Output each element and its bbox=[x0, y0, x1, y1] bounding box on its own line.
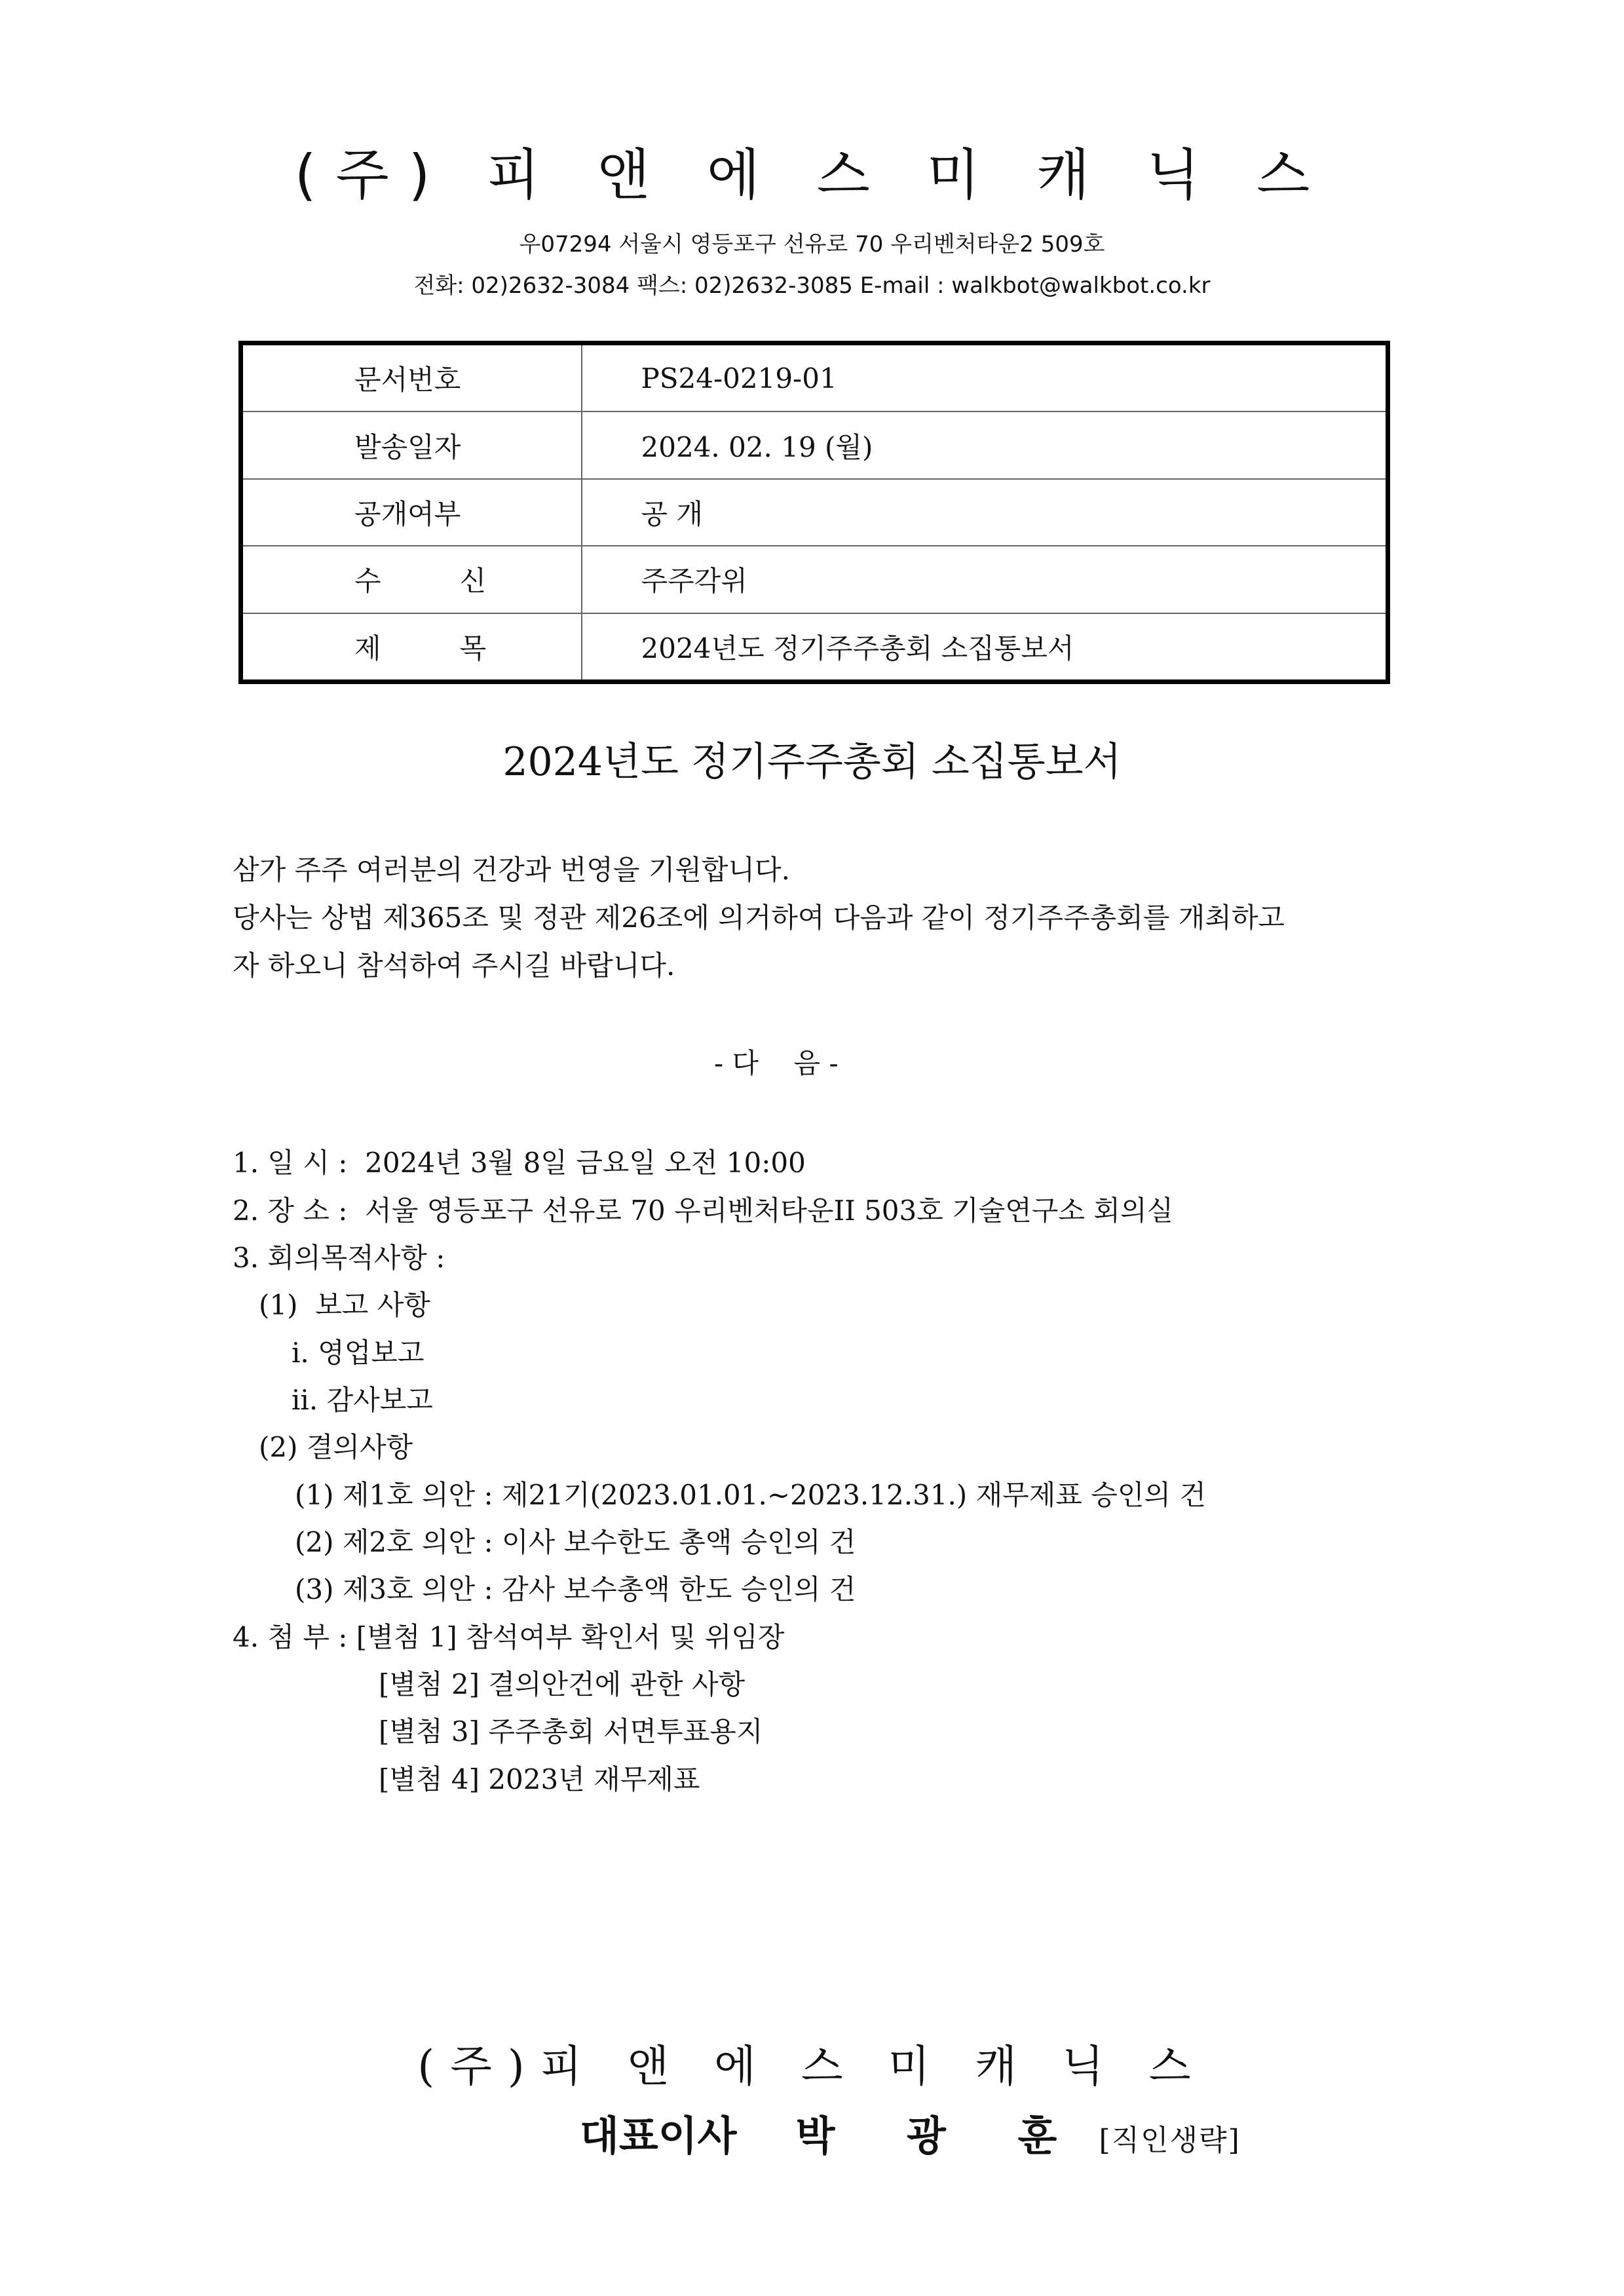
table-row bbox=[241, 343, 1388, 412]
seal-omitted-note: [직인생략] bbox=[1099, 2124, 1241, 2157]
agenda-item-location: 2. 장 소 : 서울 영등포구 선유로 70 우리벤처타운II 503호 기술연구소 회의실 bbox=[233, 1195, 1174, 1227]
doc-number-value: PS24-0219-01 bbox=[582, 343, 1388, 412]
attachment-item: [별첨 4] 2023년 재무제표 bbox=[379, 1763, 700, 1795]
table-row bbox=[241, 613, 1388, 682]
table-row bbox=[241, 411, 1388, 478]
table-row bbox=[241, 479, 1388, 546]
report-item: ii. 감사보고 bbox=[292, 1384, 433, 1416]
document-info-table bbox=[238, 341, 1390, 684]
table-row bbox=[241, 546, 1388, 613]
report-item: i. 영업보고 bbox=[292, 1337, 425, 1369]
intro-line: 자 하오니 참석하여 주시길 바랍니다. bbox=[233, 949, 675, 982]
send-date-label: 발송일자 bbox=[241, 411, 582, 478]
company-header: (주) 피 앤 에 스 미 캐 닉 스 bbox=[294, 143, 1330, 207]
resolution-items-heading: (2) 결의사항 bbox=[259, 1431, 413, 1463]
intro-line: 당사는 상법 제365조 및 정관 제26조에 의거하여 다음과 같이 정기주주총회를 개최하고 bbox=[233, 902, 1285, 934]
report-items-heading: (1) 보고 사항 bbox=[259, 1289, 430, 1321]
company-address: 우07294 서울시 영등포구 선유로 70 우리벤처타운2 509호 bbox=[519, 231, 1105, 258]
ceo-name: 박 광 훈 bbox=[795, 2112, 1086, 2160]
resolution-item: (1) 제1호 의안 : 제21기(2023.01.01.~2023.12.31.) 재무제표 승인의 건 bbox=[295, 1479, 1206, 1511]
intro-line: 삼가 주주 여러분의 건강과 번영을 기원합니다. bbox=[233, 854, 790, 886]
subject-label: 제목 bbox=[241, 613, 582, 682]
doc-number-label: 문서번호 bbox=[241, 343, 582, 412]
recipient-value: 주주각위 bbox=[582, 546, 1388, 613]
disclosure-value: 공 개 bbox=[582, 479, 1388, 546]
agenda-item-purpose: 3. 회의목적사항 : bbox=[233, 1242, 445, 1274]
resolution-item: (2) 제2호 의안 : 이사 보수한도 총액 승인의 건 bbox=[295, 1526, 856, 1558]
subject-value: 2024년도 정기주주총회 소집통보서 bbox=[582, 613, 1388, 682]
agenda-item-datetime: 1. 일 시 : 2024년 3월 8일 금요일 오전 10:00 bbox=[233, 1147, 806, 1179]
recipient-label: 수신 bbox=[241, 546, 582, 613]
send-date-value: 2024. 02. 19 (월) bbox=[582, 411, 1388, 478]
ceo-signature-line bbox=[580, 2103, 1241, 2162]
attachment-item: [별첨 3] 주주총회 서면투표용지 bbox=[379, 1715, 763, 1748]
separator-heading: - 다 음 - bbox=[714, 1047, 839, 1079]
footer-company-name: (주)피 앤 에 스 미 캐 닉 스 bbox=[417, 2041, 1207, 2092]
document-title: 2024년도 정기주주총회 소집통보서 bbox=[502, 739, 1122, 785]
resolution-item: (3) 제3호 의안 : 감사 보수총액 한도 승인의 건 bbox=[295, 1573, 856, 1605]
ceo-title: 대표이사 bbox=[580, 2112, 737, 2160]
attachment-item: 4. 첨 부 : [별첨 1] 참석여부 확인서 및 위임장 bbox=[233, 1621, 785, 1653]
company-contact: 전화: 02)2632-3084 팩스: 02)2632-3085 E-mail : walkbot@walkbot.co.kr bbox=[413, 273, 1211, 299]
attachment-item: [별첨 2] 결의안건에 관한 사항 bbox=[379, 1668, 746, 1700]
disclosure-label: 공개여부 bbox=[241, 479, 582, 546]
